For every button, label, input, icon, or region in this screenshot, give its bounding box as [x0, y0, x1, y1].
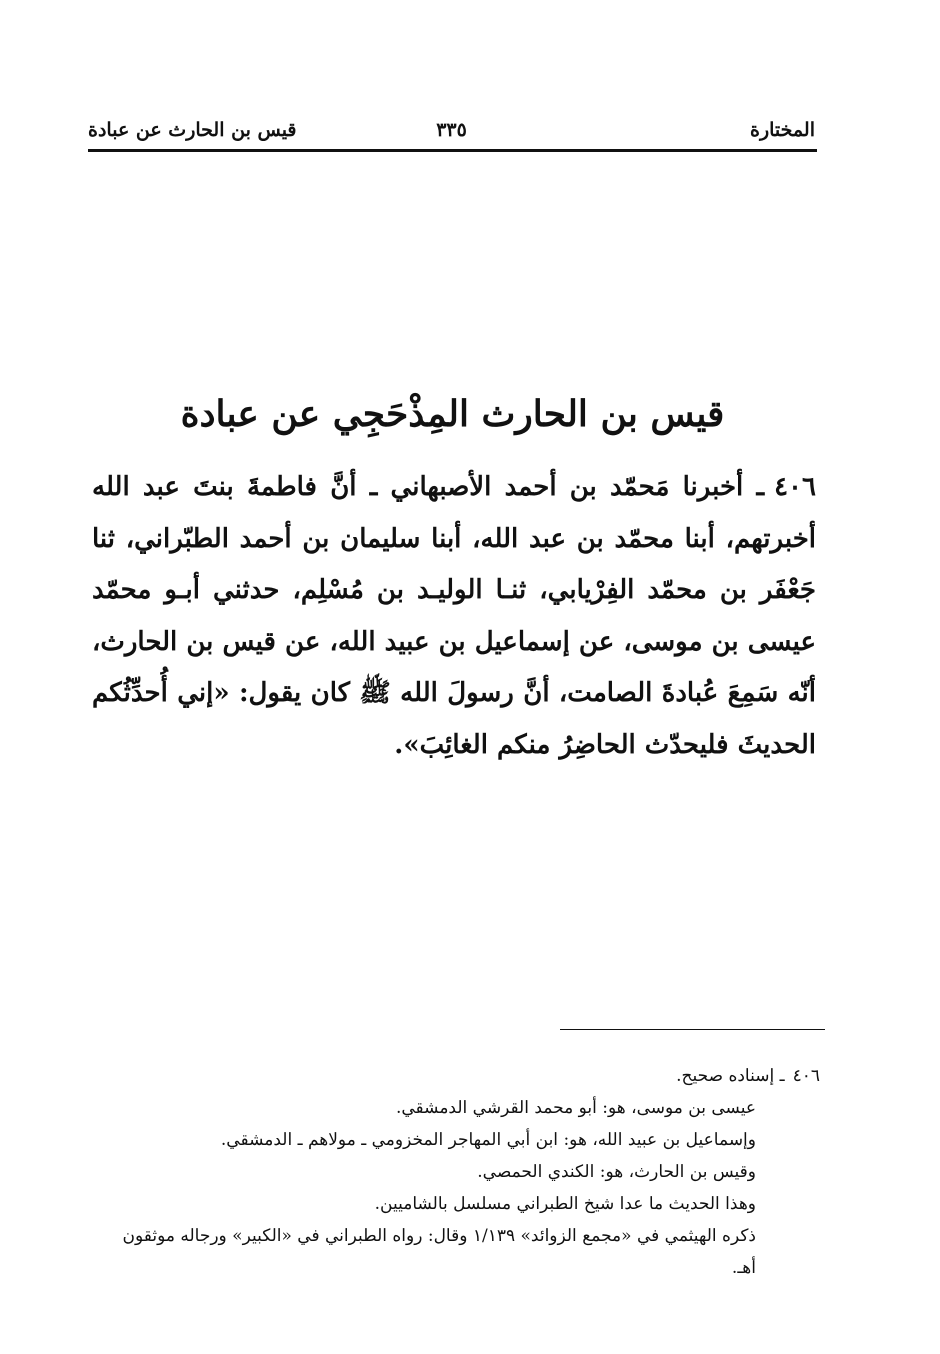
hadith-paragraph [92, 462, 816, 771]
header-book-title: المختارة [750, 119, 815, 141]
running-header [88, 112, 815, 148]
hadith-body [92, 462, 816, 771]
chapter-title: قيس بن الحارث المِذْحَجِي عن عبادة [180, 393, 725, 435]
hadith-number: ٤٠٦ [774, 472, 816, 502]
footnote-line: وإسماعيل بن عبيد الله، هو: ابن أبي المهاجر المخزومي ـ مولاهم ـ الدمشقي. [220, 1130, 756, 1150]
footnotes [96, 1060, 820, 1284]
footnote-text: ـ إسناده صحيح. [676, 1066, 785, 1086]
footnote-divider [560, 1029, 825, 1030]
header-page-number: ٣٣٥ [436, 119, 467, 141]
footnote-line: ذكره الهيثمي في «مجمع الزوائد» ١/١٣٩ وقال: رواه الطبراني في «الكبير» ورجاله موثقون أهـ. [122, 1226, 756, 1278]
footnote-line: وهذا الحديث ما عدا شيخ الطبراني مسلسل بالشاميين. [374, 1194, 756, 1214]
hadith-text: ـ أخبرنا مَحمّد بن أحمد الأصبهاني ـ أنَّ فاطمةَ بنتَ عبد الله أخبرتهم، أبنا محمّد بن عبد الله، أبنا سليمان بن أحمد الطبّراني، ثنا جَعْفَر بن محمّد الفِرْيابي، ثنـا الوليـد بن مُسْلِم، حدثني أبـو محمّد عيسى بن موسى، عن إسماعيل بن عبيد الله، عن قيس بن الحارث، أنّه سَمِعَ عُبادةَ الصامت، أنَّ رسولَ الله ﷺ كان يقول: «إني أُحدِّثُكم الحديثَ فليحدّث الحاضِرُ منكم الغائِبَ». [92, 472, 816, 760]
header-divider [88, 149, 817, 152]
footnote-line: وقيس بن الحارث، هو: الكندي الحمصي. [477, 1162, 756, 1182]
footnote-number: ٤٠٦ [792, 1066, 820, 1086]
footnote-line [96, 1060, 820, 1092]
header-section-title: قيس بن الحارث عن عبادة [88, 119, 297, 141]
footnote-line: عيسى بن موسى، هو: أبو محمد القرشي الدمشقي. [395, 1098, 756, 1118]
